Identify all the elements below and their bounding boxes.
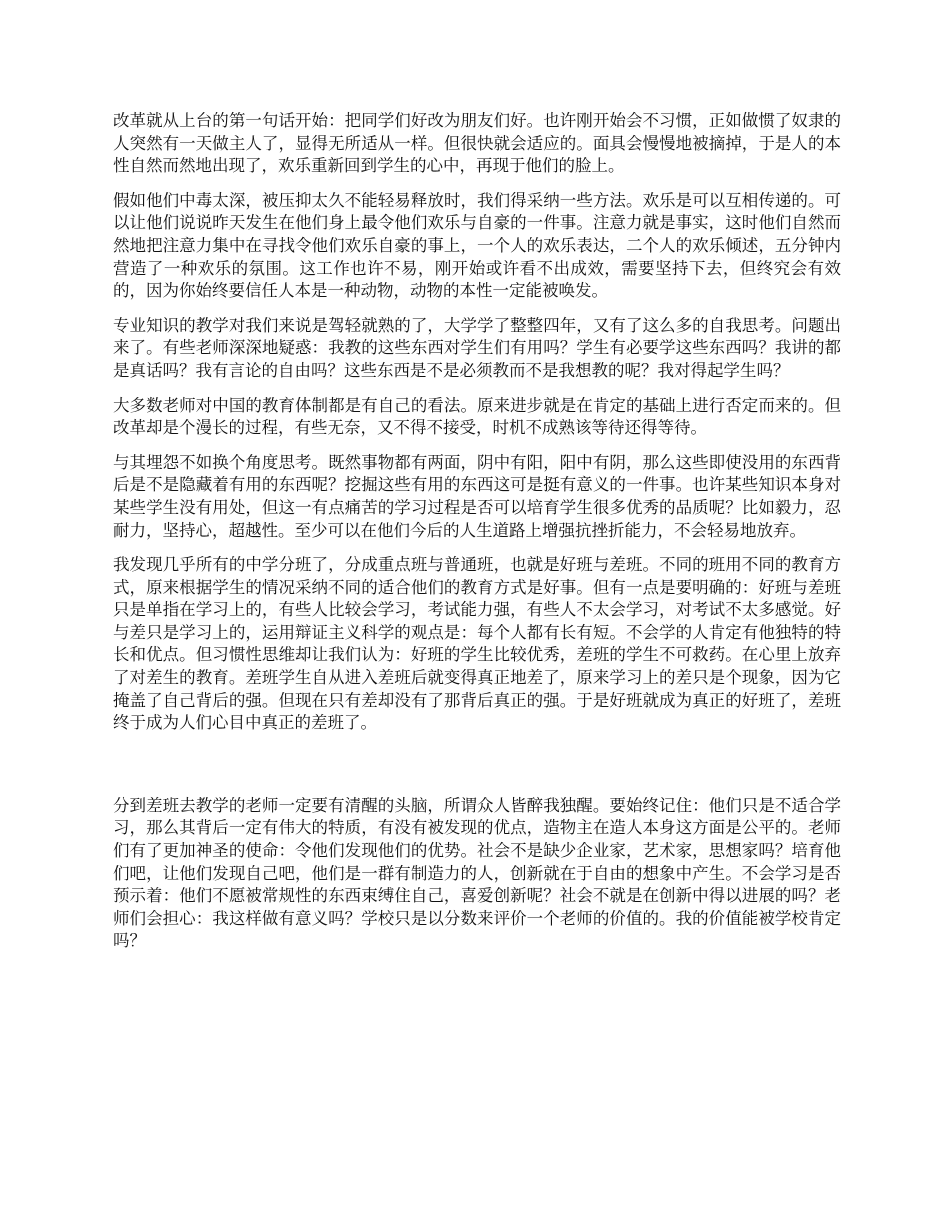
document-body xyxy=(113,110,841,965)
paragraph-5: 与其埋怨不如换个角度思考。既然事物都有两面，阴中有阳，阳中有阴，那么这些即使没用的东西背后是不是隐藏着有用的东西呢？挖掘这些有用的东西这可是挺有意义的一件事。也许某些知识本身对某些学生没有用处，但这一有点痛苦的学习过程是否可以培育学生很多优秀的品质呢？比如毅力，忍耐力，坚持心，超越性。至少可以在他们今后的人生道路上增强抗挫折能力，不会轻易地放弃。 xyxy=(113,452,841,540)
paragraph-2: 假如他们中毒太深，被压抑太久不能轻易释放时，我们得采纳一些方法。欢乐是可以互相传递的。可以让他们说说昨天发生在他们身上最令他们欢乐与自豪的一件事。注意力就是事实，这时他们自然而然地把注意力集中在寻找令他们欢乐自豪的事上，一个人的欢乐表达，二个人的欢乐倾述，五分钟内营造了一种欢乐的氛围。这工作也许不易，刚开始或许看不出成效，需要坚持下去，但终究会有效的，因为你始终要信任人本是一种动物，动物的本性一定能被唤发。 xyxy=(113,190,841,301)
paragraph-6: 我发现几乎所有的中学分班了，分成重点班与普通班，也就是好班与差班。不同的班用不同的教育方式，原来根据学生的情况采纳不同的适合他们的教育方式是好事。但有一点是要明确的：好班与差班只是单指在学习上的，有些人比较会学习，考试能力强，有些人不太会学习，对考试不太多感觉。好与差只是学习上的，运用辩证主义科学的观点是：每个人都有长有短。不会学的人肯定有他独特的特长和优点。但习惯性思维却让我们认为：好班的学生比较优秀，差班的学生不可救药。在心里上放弃了对差生的教育。差班学生自从进入差班后就变得真正地差了，原来学习上的差只是个现象，因为它掩盖了自己背后的强。但现在只有差却没有了那背后真正的强。于是好班就成为真正的好班了，差班终于成为人们心目中真正的差班了。 xyxy=(113,555,841,733)
paragraph-1: 改革就从上台的第一句话开始：把同学们好改为朋友们好。也许刚开始会不习惯，正如做惯了奴隶的人突然有一天做主人了，显得无所适从一样。但很快就会适应的。面具会慢慢地被摘掉，于是人的本性自然而然地出现了，欢乐重新回到学生的心中，再现于他们的脸上。 xyxy=(113,111,841,176)
section-gap xyxy=(113,747,841,795)
paragraph-7: 分到差班去教学的老师一定要有清醒的头脑，所谓众人皆醉我独醒。要始终记住：他们只是不适合学习，那么其背后一定有伟大的特质，有没有被发现的优点，造物主在造人本身这方面是公平的。老师们有了更加神圣的使命：令他们发现他们的优势。社会不是缺少企业家，艺术家，思想家吗？培育他们吧，让他们发现自己吧，他们是一群有制造力的人，创新就在于自由的想象中产生。不会学习是否预示着：他们不愿被常规性的东西束缚住自己，喜爱创新呢？社会不就是在创新中得以进展的吗？老师们会担心：我这样做有意义吗？学校只是以分数来评价一个老师的价值的。我的价值能被学校肯定吗？ xyxy=(113,795,841,951)
paragraph-4: 大多数老师对中国的教育体制都是有自己的看法。原来进步就是在肯定的基础上进行否定而来的。但改革却是个漫长的过程，有些无奈，又不得不接受，时机不成熟该等待还得等待。 xyxy=(113,395,841,438)
paragraph-3: 专业知识的教学对我们来说是驾轻就熟的了，大学学了整整四年，又有了这么多的自我思考。问题出来了。有些老师深深地疑惑：我教的这些东西对学生们有用吗？学生有必要学这些东西吗？我讲的都是真话吗？我有言论的自由吗？这些东西是不是必须教而不是我想教的呢？我对得起学生吗？ xyxy=(113,315,841,380)
